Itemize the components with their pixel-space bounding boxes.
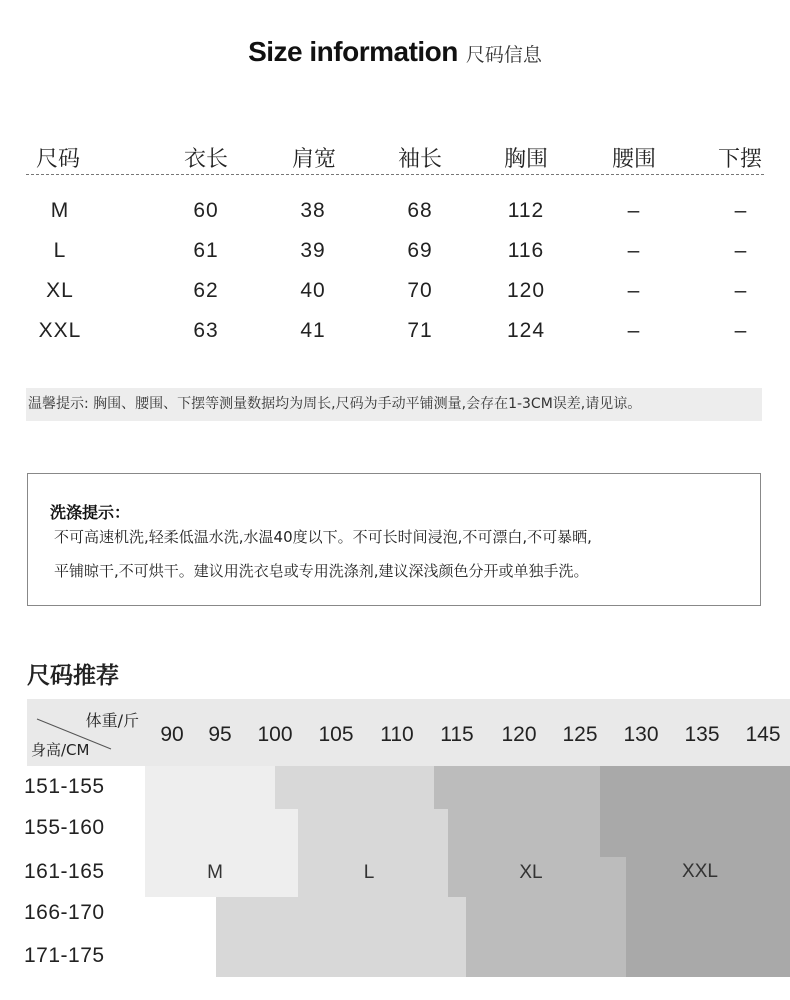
- weight-col-header: 115: [440, 723, 474, 746]
- size-cell: XXL: [38, 319, 82, 342]
- size-col-header: 袖长: [398, 147, 443, 172]
- size-table: [26, 138, 764, 349]
- size-zone-label: L: [363, 862, 375, 883]
- size-cell: 71: [407, 319, 433, 342]
- size-cell: 40: [300, 279, 326, 302]
- recommend-grid-header: [27, 699, 790, 766]
- height-row-label: 166-170: [24, 901, 105, 924]
- size-zone-xl: [466, 897, 626, 977]
- size-table-row: [26, 189, 764, 229]
- height-axis-label: 身高/CM: [31, 741, 90, 759]
- size-col-header: 肩宽: [292, 147, 337, 172]
- height-row-label: 151-155: [24, 775, 105, 798]
- size-table-row: [26, 229, 764, 269]
- weight-axis-label: 体重/斤: [85, 711, 139, 730]
- size-col-header: 腰围: [612, 147, 657, 172]
- height-row-label: 171-175: [24, 944, 105, 967]
- size-cell: 70: [407, 279, 433, 302]
- weight-col-header: 95: [208, 723, 232, 746]
- size-table-row: [26, 309, 764, 349]
- size-zone-l: [216, 897, 466, 977]
- weight-col-header: 105: [318, 723, 354, 746]
- recommend-title: 尺码推荐: [27, 663, 119, 689]
- size-table-body: [26, 175, 764, 349]
- size-cell: L: [53, 239, 67, 262]
- size-zone-xl: [448, 809, 600, 857]
- weight-col-header: 130: [623, 723, 659, 746]
- size-cell: 112: [507, 199, 545, 222]
- size-col-header: 衣长: [184, 147, 229, 172]
- size-cell: 124: [506, 319, 546, 342]
- size-cell: –: [627, 199, 641, 222]
- size-cell: –: [627, 319, 641, 342]
- size-cell: 69: [407, 239, 433, 262]
- size-zone-label: XXL: [682, 861, 718, 882]
- size-zone-label: M: [207, 862, 223, 883]
- size-cell: 38: [300, 199, 326, 222]
- weight-col-header: 125: [562, 723, 598, 746]
- size-cell: XL: [46, 279, 74, 302]
- size-cell: M: [50, 199, 70, 222]
- size-col-header: 下摆: [718, 147, 763, 172]
- size-cell: 61: [193, 239, 219, 262]
- size-cell: –: [627, 239, 641, 262]
- height-row-label: 161-165: [24, 860, 105, 883]
- diagonal-header-cell: [27, 699, 145, 766]
- wash-instructions-box: [27, 473, 761, 606]
- size-zone-label: XL: [519, 862, 543, 883]
- size-table-header: [26, 138, 764, 175]
- wash-line-1: 不可高速机洗,轻柔低温水洗,水温40度以下。不可长时间浸泡,不可漂白,不可暴晒,: [54, 528, 592, 546]
- wash-line-2: 平铺晾干,不可烘干。建议用洗衣皂或专用洗涤剂,建议深浅颜色分开或单独手洗。: [54, 562, 589, 580]
- weight-col-header: 135: [684, 723, 720, 746]
- wash-title: 洗涤提示：: [50, 503, 131, 522]
- title-chinese: 尺码信息: [465, 44, 542, 66]
- weight-col-header: 110: [380, 723, 414, 746]
- size-cell: –: [734, 279, 748, 302]
- measurement-tip: 温馨提示: 胸围、腰围、下摆等测量数据均为周长,尺码为手动平铺测量,会存在1-3CM误差,请见谅。: [26, 388, 762, 421]
- size-table-row: [26, 269, 764, 309]
- size-zone-xxl: [600, 766, 790, 857]
- weight-col-header: 145: [745, 723, 781, 746]
- size-cell: 68: [407, 199, 433, 222]
- size-col-header: 尺码: [36, 147, 81, 172]
- size-cell: –: [734, 239, 748, 262]
- size-cell: 63: [193, 319, 219, 342]
- height-row-label: 155-160: [24, 816, 105, 839]
- title-english: Size information: [248, 36, 458, 67]
- weight-col-header: 90: [160, 723, 184, 746]
- size-col-header: 胸围: [504, 147, 549, 172]
- size-cell: 116: [507, 239, 545, 262]
- weight-col-header: 120: [501, 723, 537, 746]
- size-cell: –: [734, 319, 748, 342]
- weight-col-header: 100: [257, 723, 293, 746]
- size-cell: 62: [193, 279, 219, 302]
- size-cell: 41: [300, 319, 326, 342]
- size-cell: 39: [300, 239, 326, 262]
- size-cell: 120: [506, 279, 546, 302]
- size-cell: –: [734, 199, 748, 222]
- size-zone-xl: [434, 766, 600, 809]
- size-cell: 60: [193, 199, 219, 222]
- size-cell: –: [627, 279, 641, 302]
- page-title: [0, 36, 790, 68]
- size-zone-l: [275, 766, 434, 809]
- grid-empty-cell: [145, 897, 216, 977]
